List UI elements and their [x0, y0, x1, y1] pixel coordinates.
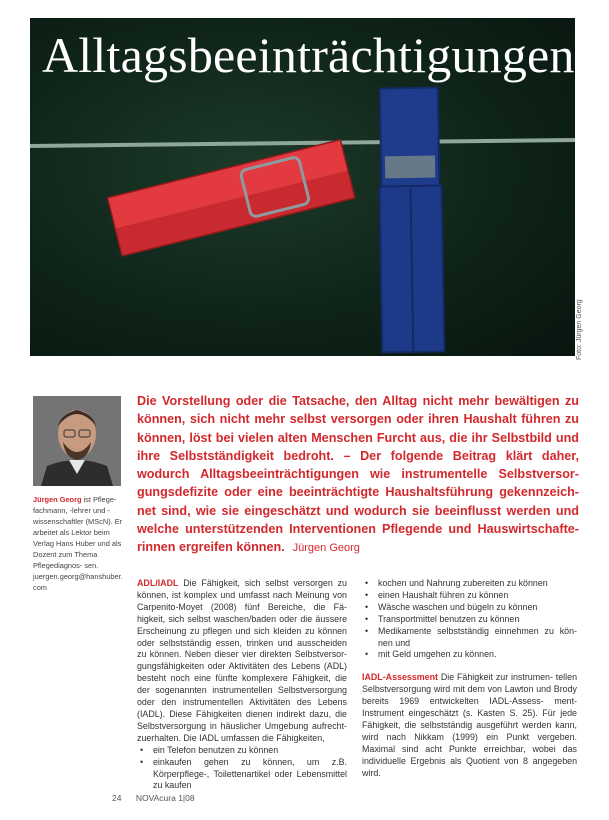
- iadl-list-left: [137, 745, 347, 793]
- adl-text: Die Fähigkeit, sich selbst versorgen zu können, ist komplex und umfasst nach Meinung von Carpenito-Moyet (2008) fünf Bereiche, die Fä- higkeit, sich selbst waschen/baden oder die äussere Erscheinung zu pflegen und sich kleiden zu können oder selbstständig essen, trinken und ausscheiden zu können. Neben dieser vier direkten Selbstversor- gungsfähigkeiten oder Aktivitäten des Lebens (ADL) besteht noch eine fünfte komplexere Fähigkeit, die der sogenannten instrumentellen Selbstversorgung oder den instrumentellen Aktivitäten des Lebens (IADL). Diese Fähigkeiten dienen indirekt dazu, die Selbstversorgung in häuslicher Umgebung aufrecht- zuerhalten. Die IADL umfassen die Fähigkeiten,: [137, 578, 347, 743]
- list-item: • kochen und Nahrung zubereiten zu können: [362, 578, 577, 590]
- body-column-right: [362, 578, 577, 780]
- page-footer: [112, 793, 207, 803]
- author-photo: [33, 396, 121, 486]
- red-clothespin: [108, 140, 355, 256]
- list-item: • einkaufen gehen zu können, um z.B. Körperpflege-, Toilettenartikel oder Lebensmittel zu kaufen: [137, 757, 347, 793]
- body-column-left: [137, 578, 347, 792]
- journal-name: NOVAcura 1|08: [135, 793, 195, 803]
- author-email[interactable]: juergen.georg@hanshuber. com: [33, 572, 123, 592]
- list-item: • Transportmittel benutzen zu können: [362, 614, 577, 626]
- iadl-assessment-paragraph: [362, 672, 577, 779]
- list-item: • ein Telefon benutzen zu können: [137, 745, 347, 757]
- hero-photo: [30, 18, 575, 356]
- lead-text: Die Vorstellung oder die Tatsache, den Alltag nicht mehr bewältigen zu können, sich nicht mehr selbst versorgen oder ihren Haushalt führen zu können, löst bei vielen alten Menschen Furcht aus, die ihr Selbstbild und ihre Selbstständigkeit bedroht. – Der folgende Beitrag klärt daher, wodurch Alltagsbeeinträchtigungen wie instrumentelle Selbstversor- gungsdefizite oder eine beeinträchtigte Haushaltsführung gekennzeich- net sind, wie sie eingeschätzt und wodurch sie beeinflusst werden und welche unterstützenden Interventionen Pflegende und Hauswirtschafte- rinnen ergreifen können.: [137, 394, 579, 555]
- iadl-assessment-term: IADL-Assessment: [362, 672, 438, 683]
- spacer: [362, 661, 577, 672]
- author-name: Jürgen Georg: [33, 495, 82, 504]
- list-item: • Medikamente selbstständig einnehmen zu kön- nen und: [362, 626, 577, 650]
- adl-paragraph: [137, 578, 347, 745]
- iadl-assessment-text: Die Fähigkeit zur instrumen- tellen Selbstversorgung wird mit dem von Lawton und Brody bereits 1969 entwickelten IADL-Assess- ment-Instrument eingeschätzt (s. Kasten S. 25). Für jede Fähigkeit, die selbstständig ausgeführt werden kann, wird nach Nikkam (1999) ein Punkt vergeben. Maximal sind acht Punkte erreichbar, wobei das individuelle Ergebnis als Quotient von 8 angegeben wird.: [362, 672, 577, 778]
- lead-byline: Jürgen Georg: [292, 542, 360, 555]
- blue-clothespin: [378, 87, 445, 352]
- adl-term: ADL/IADL: [137, 578, 179, 588]
- page-number: 24: [112, 793, 122, 803]
- photo-credit: Foto: Jürgen Georg: [576, 299, 583, 360]
- lead-paragraph: [137, 392, 579, 558]
- page-title: Alltagsbeeinträchtigungen: [42, 27, 575, 83]
- list-item: • Wäsche waschen und bügeln zu können: [362, 602, 577, 614]
- author-bio: ist Pflege- fachmann, -lehrer und -wissenschaftler (MScN). Er arbeitet als Lektor beim Verlag Hans Huber und als Dozent zum Thema Pflegediagnos- sen.: [33, 495, 123, 570]
- author-caption: [33, 494, 128, 593]
- iadl-list-right: [362, 578, 577, 661]
- washing-line: [30, 140, 575, 146]
- list-item: • mit Geld umgehen zu können.: [362, 649, 577, 661]
- list-item: • einen Haushalt führen zu können: [362, 590, 577, 602]
